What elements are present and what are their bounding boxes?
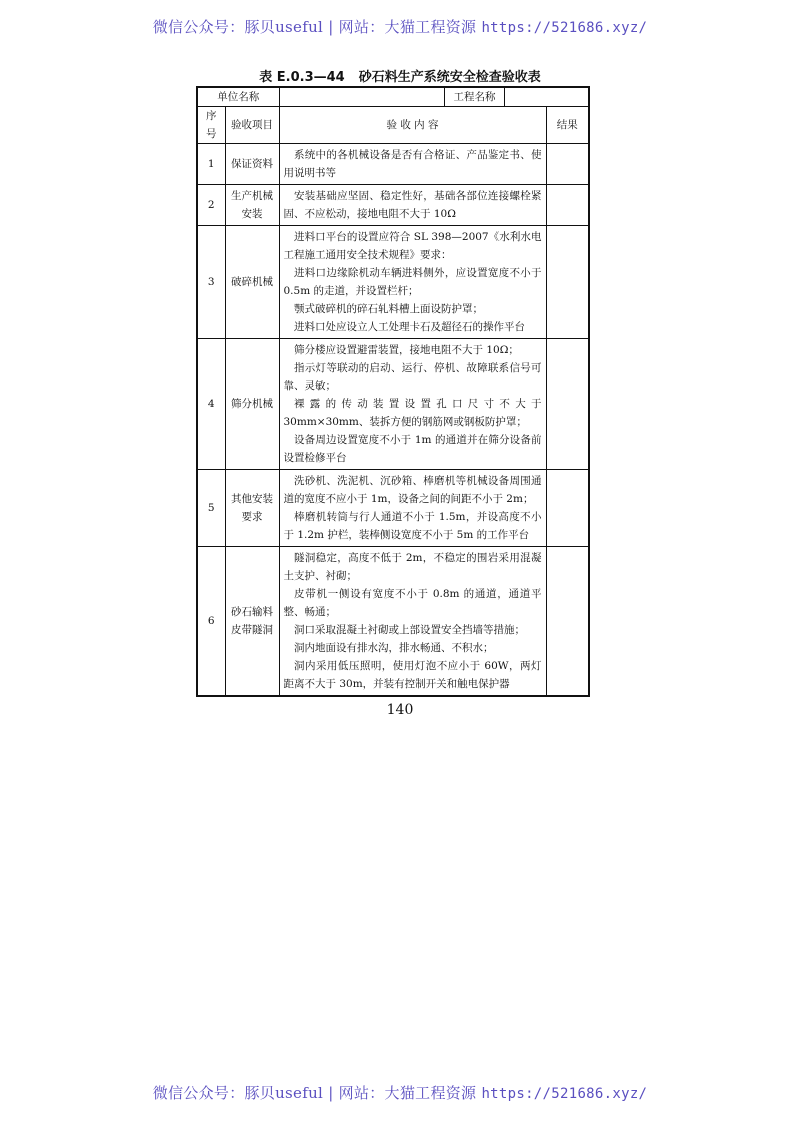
watermark-prefix: 微信公众号：豚贝useful	[152, 1084, 324, 1102]
content-line: 筛分楼应设置避雷装置，接地电阻不大于 10Ω；	[294, 344, 519, 356]
content-line: 指示灯等联动的启动、运行、停机、故障联系信号可靠、灵敏；	[283, 362, 542, 392]
row-number: 2	[197, 185, 225, 226]
table-row	[197, 547, 589, 697]
inspection-item: 砂石输料皮带隧洞	[225, 547, 279, 697]
content-line: 洞内采用低压照明，使用灯泡不应小于 60W，两灯距离不大于 30m，并装有控制开关和触电保护器	[283, 660, 542, 690]
page-number: 140	[386, 702, 414, 718]
watermark-url[interactable]: https://521686.xyz/	[481, 1086, 648, 1102]
result-cell[interactable]	[546, 226, 589, 339]
inspection-content	[279, 339, 546, 470]
inspection-table	[196, 86, 590, 697]
content-line: 进料口处应设立人工处理卡石及超径石的操作平台	[294, 321, 525, 333]
inspection-content	[279, 144, 546, 185]
result-cell[interactable]	[546, 144, 589, 185]
result-cell[interactable]	[546, 339, 589, 470]
inspection-item: 筛分机械	[225, 339, 279, 470]
watermark-url[interactable]: https://521686.xyz/	[481, 20, 648, 36]
inspection-item: 破碎机械	[225, 226, 279, 339]
content-line: 颚式破碎机的碎石轧料槽上面设防护罩；	[294, 303, 483, 315]
table-code: 表 E.0.3—44	[259, 70, 345, 85]
watermark-prefix: 微信公众号：豚贝useful	[152, 18, 324, 36]
table-row	[197, 339, 589, 470]
content-line: 进料口平台的设置应符合 SL 398—2007《水利水电工程施工通用安全技术规程》要求：	[283, 231, 542, 261]
content-line: 洗砂机、洗泥机、沉砂箱、棒磨机等机械设备周围通道的宽度不应小于 1m，设备之间的间距不小于 2m；	[283, 475, 542, 505]
content-line: 裸露的传动装置设置孔口尺寸不大于 30mm×30mm、装拆方便的钢筋网或钢板防护罩；	[283, 398, 542, 428]
content-line: 安装基础应坚固、稳定性好，基础各部位连接螺栓紧固、不应松动，接地电阻不大于 10Ω	[283, 190, 542, 220]
row-number: 4	[197, 339, 225, 470]
table-title-text: 砂石料生产系统安全检查验收表	[358, 70, 541, 85]
watermark-top	[0, 16, 800, 37]
unit-name-subtable	[280, 88, 589, 106]
col-content-header: 验 收 内 容	[279, 107, 546, 144]
content-line: 洞内地面设有排水沟，排水畅通、不积水；	[294, 642, 494, 654]
project-name-value[interactable]	[505, 88, 589, 106]
unit-name-value-area	[279, 87, 589, 107]
row-number: 6	[197, 547, 225, 697]
content-line: 设备周边设置宽度不小于 1m 的通道并在筛分设备前设置检修平台	[283, 434, 542, 464]
content-line: 系统中的各机械设备是否有合格证、产品鉴定书、使用说明书等	[283, 149, 542, 179]
table-row	[197, 226, 589, 339]
table-title	[0, 66, 800, 85]
content-line: 洞口采取混凝土衬砌或上部设置安全挡墙等措施；	[294, 624, 525, 636]
result-cell[interactable]	[546, 185, 589, 226]
inspection-content	[279, 226, 546, 339]
row-number: 1	[197, 144, 225, 185]
row-number: 3	[197, 226, 225, 339]
content-line: 隧洞稳定，高度不低于 2m，不稳定的围岩采用混凝土支护、衬砌；	[283, 552, 542, 582]
table-row	[197, 185, 589, 226]
table-row	[197, 470, 589, 547]
unit-name-label: 单位名称	[197, 87, 279, 107]
watermark-separator: |	[328, 18, 334, 36]
watermark-separator: |	[328, 1084, 334, 1102]
watermark-bottom	[0, 1082, 800, 1103]
column-header-row	[197, 107, 589, 144]
result-cell[interactable]	[546, 547, 589, 697]
col-no-header: 序号	[197, 107, 225, 144]
content-line: 皮带机一侧设有宽度不小于 0.8m 的通道，通道平整、畅通；	[283, 588, 542, 618]
watermark-site: 网站：大猫工程资源	[338, 18, 477, 36]
inspection-item: 其他安装要求	[225, 470, 279, 547]
result-cell[interactable]	[546, 470, 589, 547]
watermark-site: 网站：大猫工程资源	[338, 1084, 477, 1102]
table-row	[197, 144, 589, 185]
inspection-content	[279, 547, 546, 697]
col-item-header: 验收项目	[225, 107, 279, 144]
inspection-content	[279, 470, 546, 547]
inspection-item: 保证资料	[225, 144, 279, 185]
unit-row	[197, 87, 589, 107]
content-line: 棒磨机转筒与行人通道不小于 1.5m，并设高度不小于 1.2m 护栏，装棒侧设宽度不小于 5m 的工作平台	[283, 511, 542, 541]
content-line: 进料口边缘除机动车辆进料侧外，应设置宽度不小于 0.5m 的走道，并设置栏杆；	[283, 267, 542, 297]
row-number: 5	[197, 470, 225, 547]
project-name-label: 工程名称	[445, 88, 505, 106]
inspection-item: 生产机械安装	[225, 185, 279, 226]
inspection-content	[279, 185, 546, 226]
col-result-header: 结果	[546, 107, 589, 144]
unit-name-value[interactable]	[280, 88, 445, 106]
